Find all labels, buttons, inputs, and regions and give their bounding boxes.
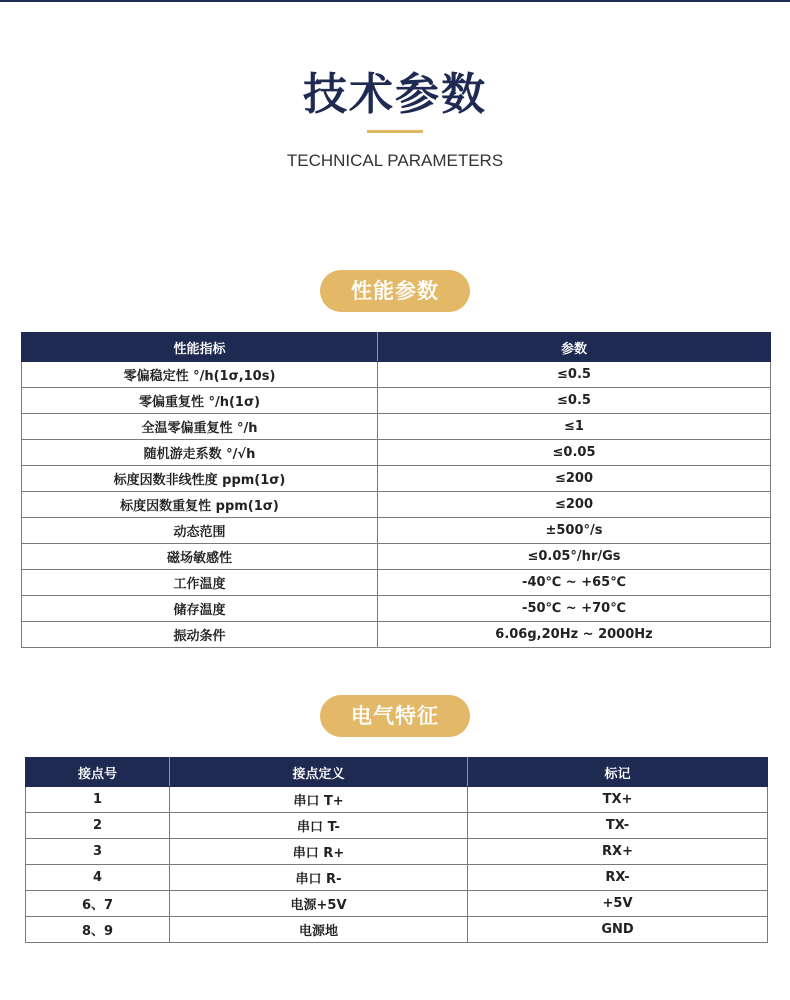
value-cell: ≤0.05°/hr/Gs	[378, 544, 771, 570]
metric-cell: 磁场敏感性	[22, 544, 378, 570]
table-row	[22, 414, 771, 440]
definition-cell: 电源地	[170, 917, 468, 943]
value-cell: -50℃ ~ +70℃	[378, 596, 771, 622]
page-title: 技术参数	[303, 69, 487, 120]
pin-cell: 6、7	[26, 891, 170, 917]
mark-cell: TX+	[468, 787, 768, 813]
mark-cell: GND	[468, 917, 768, 943]
metric-cell: 标度因数重复性 ppm(1σ)	[22, 492, 378, 518]
value-cell: ≤1	[378, 414, 771, 440]
mark-cell: +5V	[468, 891, 768, 917]
value-cell: 6.06g,20Hz ~ 2000Hz	[378, 622, 771, 648]
metric-cell: 随机游走系数 °/√h	[22, 440, 378, 466]
column-header-metric: 性能指标	[22, 333, 378, 362]
column-header-mark: 标记	[468, 758, 768, 787]
table-row	[26, 839, 768, 865]
table-row	[22, 518, 771, 544]
metric-cell: 工作温度	[22, 570, 378, 596]
value-cell: ≤0.5	[378, 362, 771, 388]
table-header-row	[26, 758, 768, 787]
metric-cell: 动态范围	[22, 518, 378, 544]
table-row	[22, 466, 771, 492]
table-header-row	[22, 333, 771, 362]
table-row	[22, 596, 771, 622]
page-subtitle: TECHNICAL PARAMETERS	[286, 151, 504, 170]
table-row	[22, 544, 771, 570]
definition-cell: 电源+5V	[170, 891, 468, 917]
mark-cell: TX-	[468, 813, 768, 839]
table-row	[22, 570, 771, 596]
pin-cell: 2	[26, 813, 170, 839]
table-row	[22, 362, 771, 388]
table-row	[26, 787, 768, 813]
value-cell: ≤200	[378, 466, 771, 492]
definition-cell: 串口 R-	[170, 865, 468, 891]
value-cell: ≤0.5	[378, 388, 771, 414]
value-cell: ±500°/s	[378, 518, 771, 544]
table-row	[26, 891, 768, 917]
value-cell: -40℃ ~ +65℃	[378, 570, 771, 596]
metric-cell: 储存温度	[22, 596, 378, 622]
value-cell: ≤0.05	[378, 440, 771, 466]
metric-cell: 零偏重复性 °/h(1σ)	[22, 388, 378, 414]
table-row	[22, 492, 771, 518]
top-border	[0, 0, 790, 2]
column-header-definition: 接点定义	[170, 758, 468, 787]
mark-cell: RX-	[468, 865, 768, 891]
title-divider	[367, 130, 423, 133]
pin-cell: 4	[26, 865, 170, 891]
metric-cell: 标度因数非线性度 ppm(1σ)	[22, 466, 378, 492]
value-cell: ≤200	[378, 492, 771, 518]
electrical-section-badge: 电气特征	[320, 695, 470, 737]
performance-table	[21, 332, 771, 648]
metric-cell: 振动条件	[22, 622, 378, 648]
definition-cell: 串口 T+	[170, 787, 468, 813]
performance-section-badge: 性能参数	[320, 270, 470, 312]
pin-cell: 1	[26, 787, 170, 813]
table-row	[26, 865, 768, 891]
pin-cell: 8、9	[26, 917, 170, 943]
metric-cell: 零偏稳定性 °/h(1σ,10s)	[22, 362, 378, 388]
metric-cell: 全温零偏重复性 °/h	[22, 414, 378, 440]
table-row	[22, 388, 771, 414]
column-header-value: 参数	[378, 333, 771, 362]
pin-cell: 3	[26, 839, 170, 865]
definition-cell: 串口 T-	[170, 813, 468, 839]
table-row	[26, 917, 768, 943]
definition-cell: 串口 R+	[170, 839, 468, 865]
table-row	[26, 813, 768, 839]
table-row	[22, 622, 771, 648]
table-row	[22, 440, 771, 466]
mark-cell: RX+	[468, 839, 768, 865]
electrical-table	[25, 757, 768, 943]
column-header-pin: 接点号	[26, 758, 170, 787]
